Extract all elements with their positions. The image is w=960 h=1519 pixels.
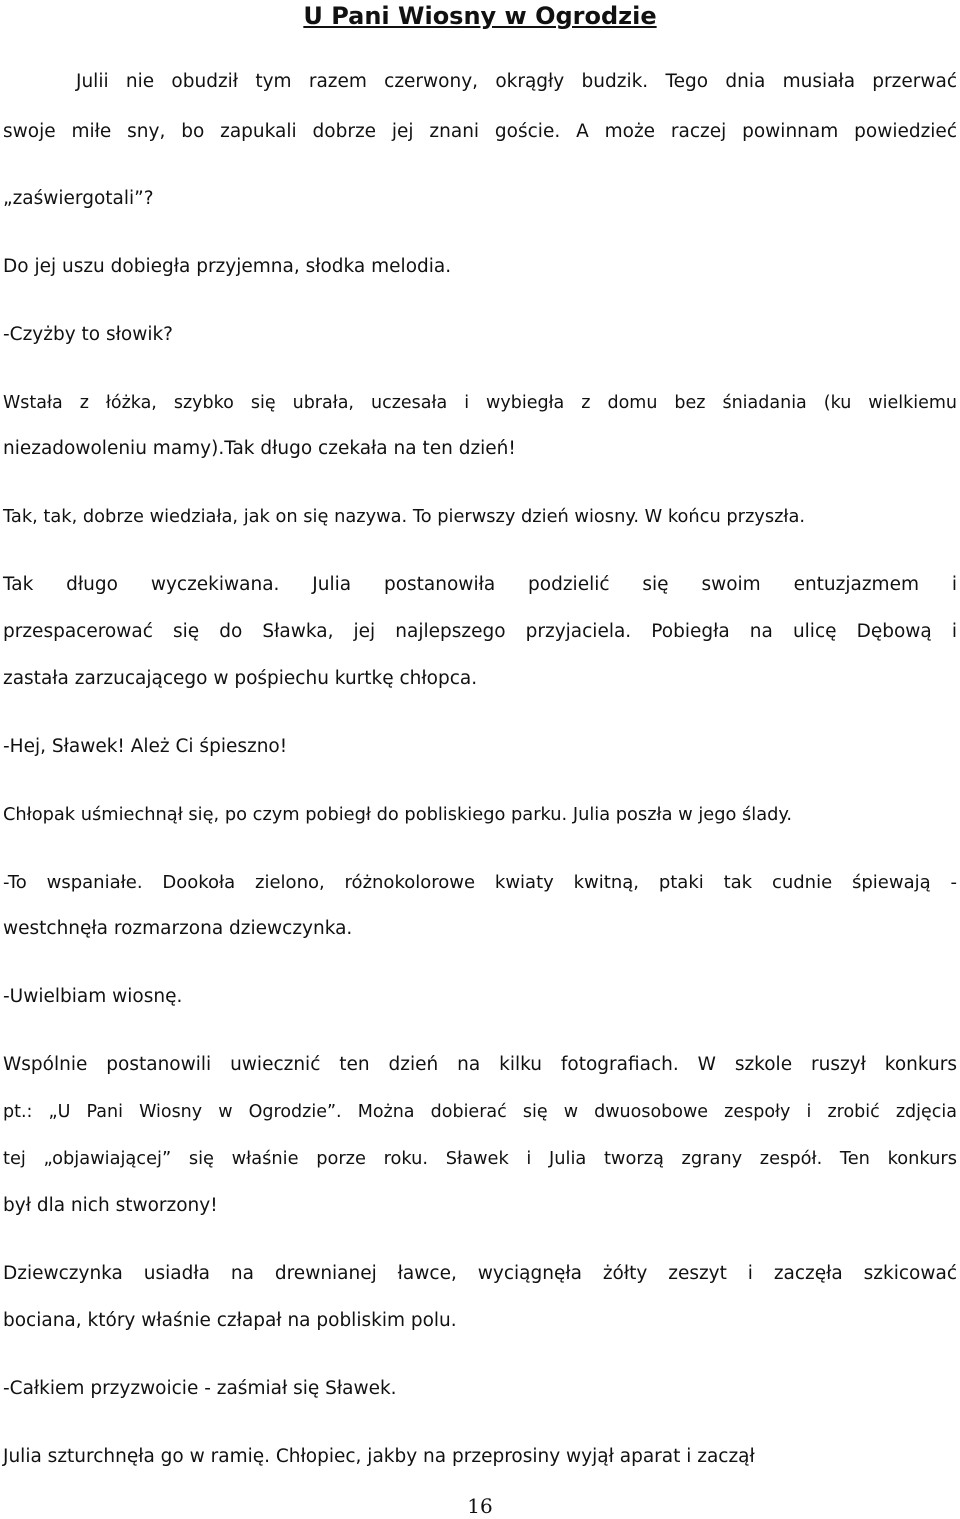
text-line: Julia szturchnęła go w ramię. Chłopiec, jakby na przeprosiny wyjął aparat i zaczął [3, 1446, 755, 1467]
text-line: Julii nie obudził tym razem czerwony, okrągły budzik. Tego dnia musiała przerwać [76, 71, 957, 92]
text-line: „zaświergotali”? [3, 188, 154, 209]
text-line: Dziewczynka usiadła na drewnianej ławce, wyciągnęła żółty zeszyt i zaczęła szkicować [3, 1263, 957, 1284]
text-line: -Hej, Sławek! Ależ Ci śpieszno! [3, 736, 288, 757]
text-line: swoje miłe sny, bo zapukali dobrze jej znani goście. A może raczej powinnam powiedzieć [3, 121, 957, 142]
text-line: był dla nich stworzony! [3, 1195, 218, 1216]
text-line: zastała zarzucającego w pośpiechu kurtkę chłopca. [3, 668, 478, 689]
text-line: Tak, tak, dobrze wiedziała, jak on się nazywa. To pierwszy dzień wiosny. W końcu przyszła. [3, 506, 806, 527]
text-line: Wstała z łóżka, szybko się ubrała, uczesała i wybiegła z domu bez śniadania (ku wielkiemu [3, 393, 957, 413]
text-line: tej „objawiającej” się właśnie porze roku. Sławek i Julia tworzą zgrany zespół. Ten konkurs [3, 1148, 957, 1169]
text-line: bociana, który właśnie człapał na pobliskim polu. [3, 1310, 457, 1331]
text-line: -Czyżby to słowik? [3, 324, 174, 345]
text-line: -To wspaniałe. Dookoła zielono, różnokolorowe kwiaty kwitną, ptaki tak cudnie śpiewają - [3, 872, 957, 893]
text-line: przespacerować się do Sławka, jej najlepszego przyjaciela. Pobiegła na ulicę Dębową i [3, 621, 957, 642]
text-line: Do jej uszu dobiegła przyjemna, słodka melodia. [3, 256, 452, 277]
text-line: -Uwielbiam wiosnę. [3, 986, 183, 1007]
text-line: westchnęła rozmarzona dziewczynka. [3, 918, 353, 939]
page-number: 16 [467, 1494, 493, 1518]
text-line: pt.: „U Pani Wiosny w Ogrodzie”. Można dobierać się w dwuosobowe zespoły i zrobić zdjęcia [3, 1102, 957, 1122]
text-line: niezadowoleniu mamy).Tak długo czekała na ten dzień! [3, 438, 516, 459]
text-line: Tak długo wyczekiwana. Julia postanowiła podzielić się swoim entuzjazmem i [3, 574, 957, 595]
text-line: -Całkiem przyzwoicie - zaśmiał się Sławek. [3, 1378, 397, 1399]
text-line: Wspólnie postanowili uwiecznić ten dzień na kilku fotografiach. W szkole ruszył konkurs [3, 1054, 957, 1075]
text-line: Chłopak uśmiechnął się, po czym pobiegł do pobliskiego parku. Julia poszła w jego ślady. [3, 804, 793, 825]
page-title: U Pani Wiosny w Ogrodzie [303, 2, 657, 30]
